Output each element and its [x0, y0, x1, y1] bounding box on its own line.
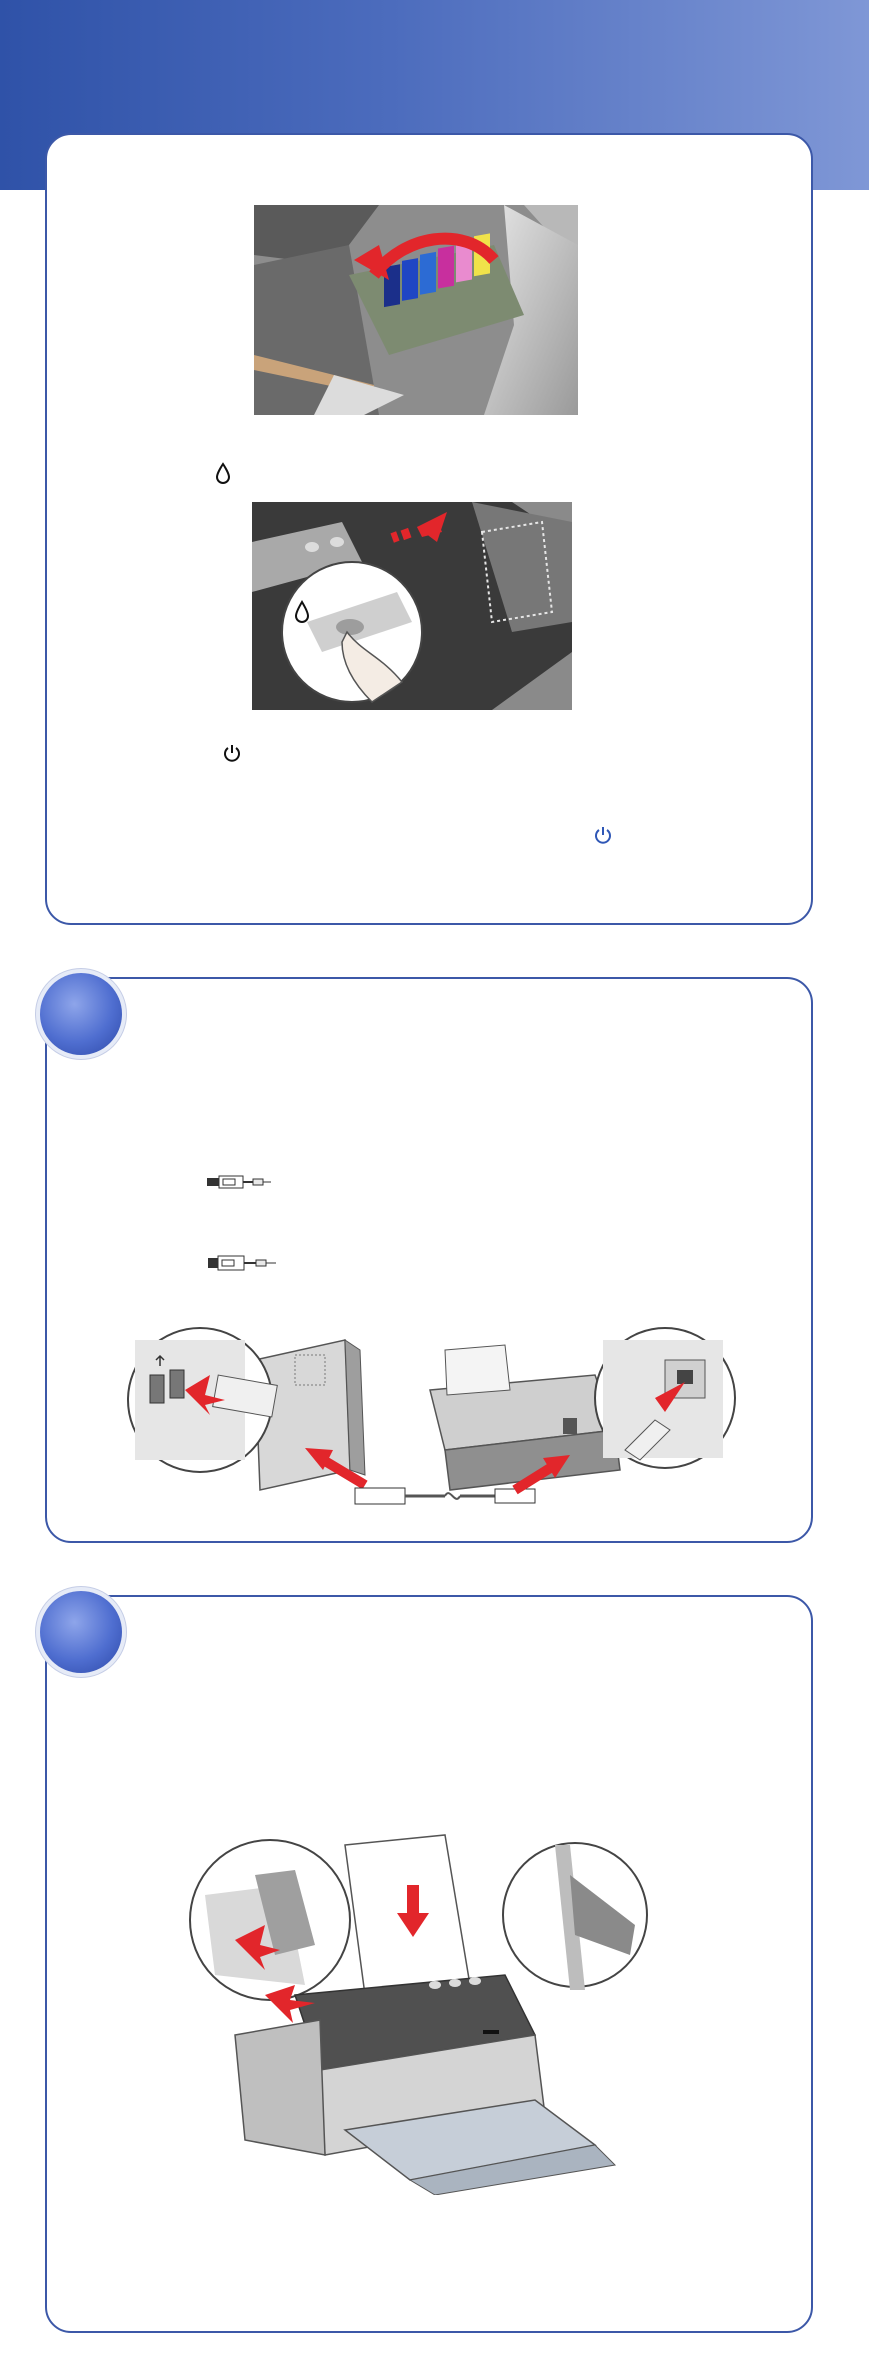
usb-connector-icon — [207, 1175, 271, 1189]
cartridge-holder-illustration — [254, 205, 578, 415]
ink-button-illustration — [252, 502, 572, 710]
step-circle — [40, 1591, 122, 1673]
power-icon-blue — [593, 825, 613, 845]
step-circle — [40, 973, 122, 1055]
power-icon — [222, 743, 242, 763]
usb-connection-illustration — [125, 1320, 741, 1515]
ink-drop-icon — [215, 462, 231, 484]
usb-connector-icon — [208, 1255, 276, 1271]
paper-loading-illustration — [175, 1825, 650, 2195]
